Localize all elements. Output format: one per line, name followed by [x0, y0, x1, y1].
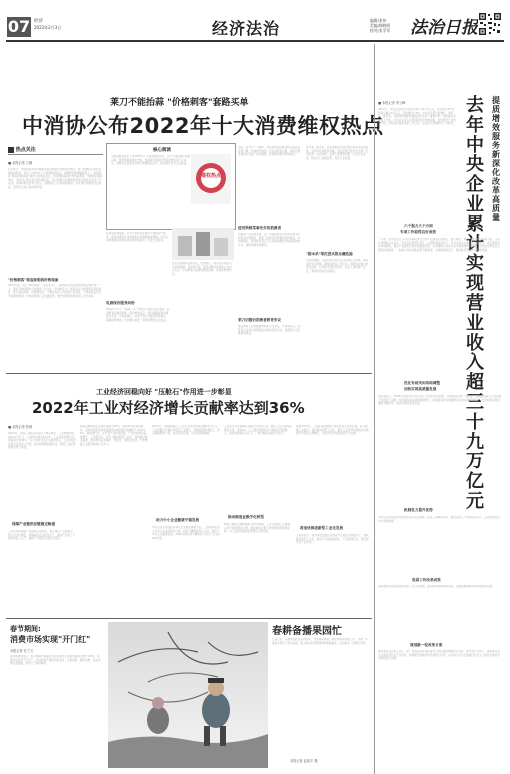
lead-body-col-5: 近年来，剧本杀、密室逃脱等沉浸式娱乐新业态迅速发展，受到年轻消费者青睐。但在发展过程中也出现了安全隐患、内容违规、收费不透明等问题，引发社会关注。相关部门加强监管，规范行业发展。	[306, 146, 369, 160]
sidebar-box	[106, 143, 236, 230]
right-body-col-6: 国资委有关负责人表示，新一轮国企改革深化提升行动将围绕增强核心功能、提升核心竞争力，推动国有企业在建设现代化产业体系、构建新发展格局中发挥更大作用，以实际行动为全面建设社会主义现代化国家作出新的更大贡献。	[378, 650, 500, 661]
right-subhead: 谋划新一轮改革方案	[410, 643, 443, 647]
vertical-divider	[374, 44, 375, 774]
second-body-col-1b: 工信部持续加强产业链供应链协同，建立重点产业链供应链"白名单"制度，保障重点企业稳定生产，推动产业链上下游协同复工达产，确保产业链供应链安全稳定。	[8, 530, 76, 541]
right-byline: ■ 本报记者 李立峰	[378, 101, 406, 105]
rights-hotspot-image	[191, 154, 231, 204]
paper-logo: 法治日报	[410, 18, 478, 38]
lead-headline: 中消协公布2022年十大消费维权热点	[22, 114, 384, 138]
image-caption: 维权热点	[201, 173, 222, 179]
lead-body-col-1b: 2022年夏，网上"雪糕刺客"一词迅速走红，消费者在购买雪糕时被高价格"刺"了一下。随后"价格刺客"引发舆论广泛关注。中消协认为，经营者应当按照规定明码标价，标示商品名称、价格等信息，不得在标价之外加价出售商品，不得收取任何未予标明的费用。市场监管部门应加强监管，维护消费者知情权和公平交易权。	[8, 284, 103, 298]
lead-subhead: "剧本杀"等沉浸式娱乐藏危险	[306, 252, 353, 256]
second-subhead: 助力中小企业健康平稳发展	[156, 518, 200, 522]
header-rule	[6, 40, 504, 42]
second-body-col-1: 2022年，我国工业经济顶住压力稳定增长，工业增加值达到40.2万亿元，占GDP比重为33.2%，工业对经济增长的贡献率达到36%，有力支撑了经济大盘的稳定。工业和信息化部有关负责人介绍，面对超预期因素冲击，我国工业经济展现出强大韧性。	[8, 432, 76, 450]
second-subhead: 保障产业链供应链稳定畅通	[12, 522, 56, 526]
second-body-col-3b: 中小企业是国民经济和社会发展的重要力量，工信部持续加大对中小企业的扶持力度，培育专精特新中小企业，推动大中小企业融通发展，2022年新培育专精特新"小巨人"企业3000余家。	[152, 526, 220, 540]
photo-credit: 本报记者 赵凯平 摄	[290, 759, 318, 763]
right-subhead: 机制发力提升优势	[404, 508, 433, 512]
lead-body-col-3: 经营者以降价促销为名，虚构原价，或者在促销活动中采取隐瞒、误导等手段，损害消费者利益的行为时有发生。中消协提示消费者理性消费，保存好购物凭证。	[172, 262, 232, 276]
right-body-col-5: 国资委将巩固深化国企改革三年行动成果，推动改革成效持续显现，加强监督确保改革举措落地见效。	[378, 585, 495, 588]
second-body-col-5b: 工信部表示，将坚持把发展经济的着力点放在实体经济上，加快推进新型工业化，推进产业基础高级化、产业链现代化，建设现代化产业体系。	[296, 534, 369, 545]
bottom-left-box	[8, 622, 103, 768]
lead-body-col-4: 但是，在"双十一"期间，部分消费者反映在购买商品后价格下降，申请保价被拒。还有消费者反映，商家在保价规则中设置了诸多限制，使得保价服务形同虚设。	[238, 146, 301, 157]
right-body-col-4: 中央企业持续完善中国特色现代企业制度，深化三项制度改革，激发各类人才创新创造活力，企业发展内生动力明显增强。	[378, 516, 500, 523]
photo-caption-block	[270, 622, 370, 768]
right-body-col-3: 国资委表示，2023年将推动中央企业进一步优化布局结构，加快建设世界一流企业，在战略性新兴产业发展上实现更大突破，持续推进重点领域重组整合，推动国有资本向重要行业和关键领域集中，发挥好国有经济战略支撑作用，加快实现高质量发展。	[378, 395, 502, 406]
second-subhead: 将加快推进新型工业化发展	[300, 526, 344, 530]
lead-body-col-5b: 中消协提醒，沉浸式娱乐场所应当加强安全管理，落实消防安全措施，确保消费者人身安全。消费者在参与此类活动时，应选择正规经营场所，注意人身和财产安全，遇到纠纷时依法维权。	[306, 259, 369, 273]
lead-kicker: 莱刀不能抬蒜 "价格刺客"套路买单	[110, 98, 249, 108]
column-label: 热点关注	[8, 146, 36, 153]
lead-body-col-4b: 预制菜产业快速发展，但一些餐饮经营者未向消费者告知菜品为预制菜，损害了消费者的知情权和选择权。中消协建议，餐饮经营者应当主动向消费者告知菜品制作方式，保障消费者知情权。	[238, 233, 301, 247]
right-body-col-2: 一年来，中央企业全力以赴保障能源安全和产业链供应链稳定，加大煤炭、电力、油气供应保障力度，主动让利降低企业成本，坚决扛起稳增长责任。在国资委的推动下，中央企业深入推进专业化整合，优化国有资本布局结构，推动产业链供应链补链强链延链，在关键核心技术攻关方面取得积极进展。中央企业研发投入强度持续提高，一批重大科技创新成果不断涌现，为保障国家安全、推动经济发展作出积极贡献。	[378, 238, 500, 252]
second-body-col-5: 展望2023年，工信部将把稳增长放在更加突出的位置，着力提振工业经济，加快推进新型工业化，推动工业经济实现质的有效提升和量的合理增长，为经济社会发展提供有力支撑。	[296, 425, 369, 436]
page-date: 2023年2月3日	[34, 25, 62, 30]
lead-byline: ■ 本报记者 万静	[8, 161, 33, 165]
second-body-col-3: 2022年，全国规模以上工业企业实现利润总额8.4万亿元。工信部通过多措并举稳定工业增长，加强政策协同配合，加大减税降费力度，优化营商环境，为企业纾困解难。	[152, 425, 220, 436]
right-subhead: 加快实现高质量发展	[404, 387, 437, 391]
second-body-col-4b: 我国已建成全球规模最大的5G网络，工业互联网已全面融入45个国民经济大类，推动制造业数字化转型取得显著成效，为工业经济高质量发展注入新动能。	[224, 523, 290, 534]
section-rule	[6, 373, 372, 374]
right-subhead: 专项工作取得良好成效	[400, 230, 436, 234]
bottom-left-headline: 消费市场实现"开门红"	[10, 635, 91, 644]
right-subhead: 优化布局突出结构调整	[404, 381, 440, 385]
second-kicker: 工业经济回稳向好 "压舱石"作用进一步彰显	[96, 388, 232, 396]
lead-body-col-4c: 某品牌菜刀因切割硬物断裂引发争议，中消协认为，经营者应当真实说明商品用途和使用方法，消费者应当正确使用商品。	[238, 325, 301, 336]
photo-caption: 春耕备播果园忙	[272, 626, 342, 637]
right-kicker: 提质增效服务新 深化改革高质量	[492, 96, 500, 222]
sidebar-title: 核心阅读	[153, 148, 171, 153]
lead-subhead: "价格刺客"等违规明码价格现象	[8, 278, 59, 282]
page-number-badge: 07	[7, 17, 31, 36]
right-subhead: 六个强力大个方面	[404, 224, 433, 228]
column-label-rule	[8, 154, 103, 155]
product-photo	[172, 228, 234, 260]
bottom-rule	[6, 618, 372, 619]
right-body-col-1: 2022年，中央企业累计实现营业收入39.4万亿元，同比增长8.3%；利润总额2.6万亿元，同比增长5.5%。中央企业着力稳增长、防风险、促改革，在服务构建新发展格局中发挥了重要作用。国资委有关负责人介绍，中央企业深入实施创新驱动发展战略，加快推进产业转型升级，持续深化国企改革三年行动，企业活力和效率进一步提升。	[378, 108, 457, 126]
page-type: 经济	[34, 19, 43, 24]
lead-subhead: 电商保价服务纠纷	[106, 301, 135, 305]
sidebar-body: 中国消费者协会公布2022年十大消费维权热点，其中"价格刺客"套路买单、使用预制菜事先告知、电商保价服务纠纷等问题受到广泛关注。消费者在消费过程中应增强维权意识，依法维护自身合法权益。	[111, 155, 191, 166]
bottom-left-kicker: 春节期间:	[10, 625, 41, 633]
photo-text: 立春过后，各地果农抓住有利时机，开展果树修剪、施肥等春季管理工作，为新一年果品丰收打下坚实基础。图为果农在果园里修剪果树枝条，田间地头一派繁忙景象。	[272, 638, 368, 645]
second-byline: ■ 本报记者 张维	[8, 425, 33, 429]
bullet-icon	[8, 147, 14, 153]
lead-subhead: 莱刀切割仍消费者教育争议	[238, 318, 282, 322]
lead-body-col-2b: 2022年"双十一"期间，多个电商平台推出保价服务，但消费者反映保价难、保价规则复杂、保价期限短等问题较为突出。中消协建议，电商平台应当规范保价服务，明确保价规则，切实履行承诺，保护消费者合法权益。	[106, 308, 170, 322]
bottom-left-body: 商务部数据显示，春节假期全国重点零售和餐饮企业销售额同比增长6.8%，消费市场实现"开门红"。各地积极开展促消费活动，文旅消费、餐饮消费、商品消费全面回暖，市场人气持续攀升。	[10, 655, 101, 666]
second-body-col-2: 制造业增加值占全球比重接近30%，连续13年居世界首位。高技术制造业和装备制造业增加值分别增长7.4%和5.6%，新能源汽车、光伏等产业快速发展，产量持续保持高速增长。工信部表示，将大力推进新型工业化，加快建设制造强国，推动制造业高端化、智能化、绿色化发展，不断增强工业经济的核心竞争力。	[80, 425, 148, 446]
second-subhead: 推动制造业数字化转型	[228, 515, 264, 519]
right-headline: 去年中央企业累计实现营业收入超三十九万亿元	[466, 95, 484, 512]
lead-subhead: 使用预制菜事先告知消费者	[238, 226, 282, 230]
right-subhead: 巩固工作改革成效	[412, 578, 441, 582]
lead-body-col-2: 在新冠疫情期间，部分平台和商家推出"价格保护"服务，然而消费者在申请保价时却遭遇重重阻碍，商家以各种理由拒绝保价或设置苛刻条件，引发大量投诉。	[106, 232, 169, 243]
editor-line: 校对/张学军	[370, 28, 391, 33]
bottom-left-byline: 本报记者 孔宁文	[10, 649, 34, 653]
orchard-photo	[108, 622, 268, 768]
lead-body-col-1: 1月30日，中国消费者协会根据全国消协组织受理投诉情况，结合舆情热点和社会调查等资料，发布了2022年十大消费维权热点。消费维权舆情数据显示，"价格刺客"等违规明码标价现象引发舆论关注，使用预制菜事先告知消费者，电商保价服务纠纷，"剧本杀"等沉浸式娱乐藏危险，莱刀切割仍消费者教育争议等热点受到广泛关注。中消协相关负责人表示，消费维权工作将持续推进，切实保护消费者合法权益，营造安全放心的消费环境。	[8, 168, 103, 189]
section-title: 经济法治	[212, 19, 281, 38]
qr-code-icon	[478, 12, 502, 36]
editor-line: 美编/韩晓明	[370, 23, 391, 28]
second-headline: 2022年工业对经济增长贡献率达到36%	[32, 399, 305, 417]
second-body-col-4: 工信部还将实施制造业数字化转型行动，推动工业互联网规模化应用，加快5G、人工智能等新技术与制造业深度融合，培育智能制造示范工厂，提升制造业数字化水平。	[224, 425, 292, 436]
editor-credits	[370, 18, 410, 33]
editor-line: 编辑/张伟	[370, 18, 387, 23]
